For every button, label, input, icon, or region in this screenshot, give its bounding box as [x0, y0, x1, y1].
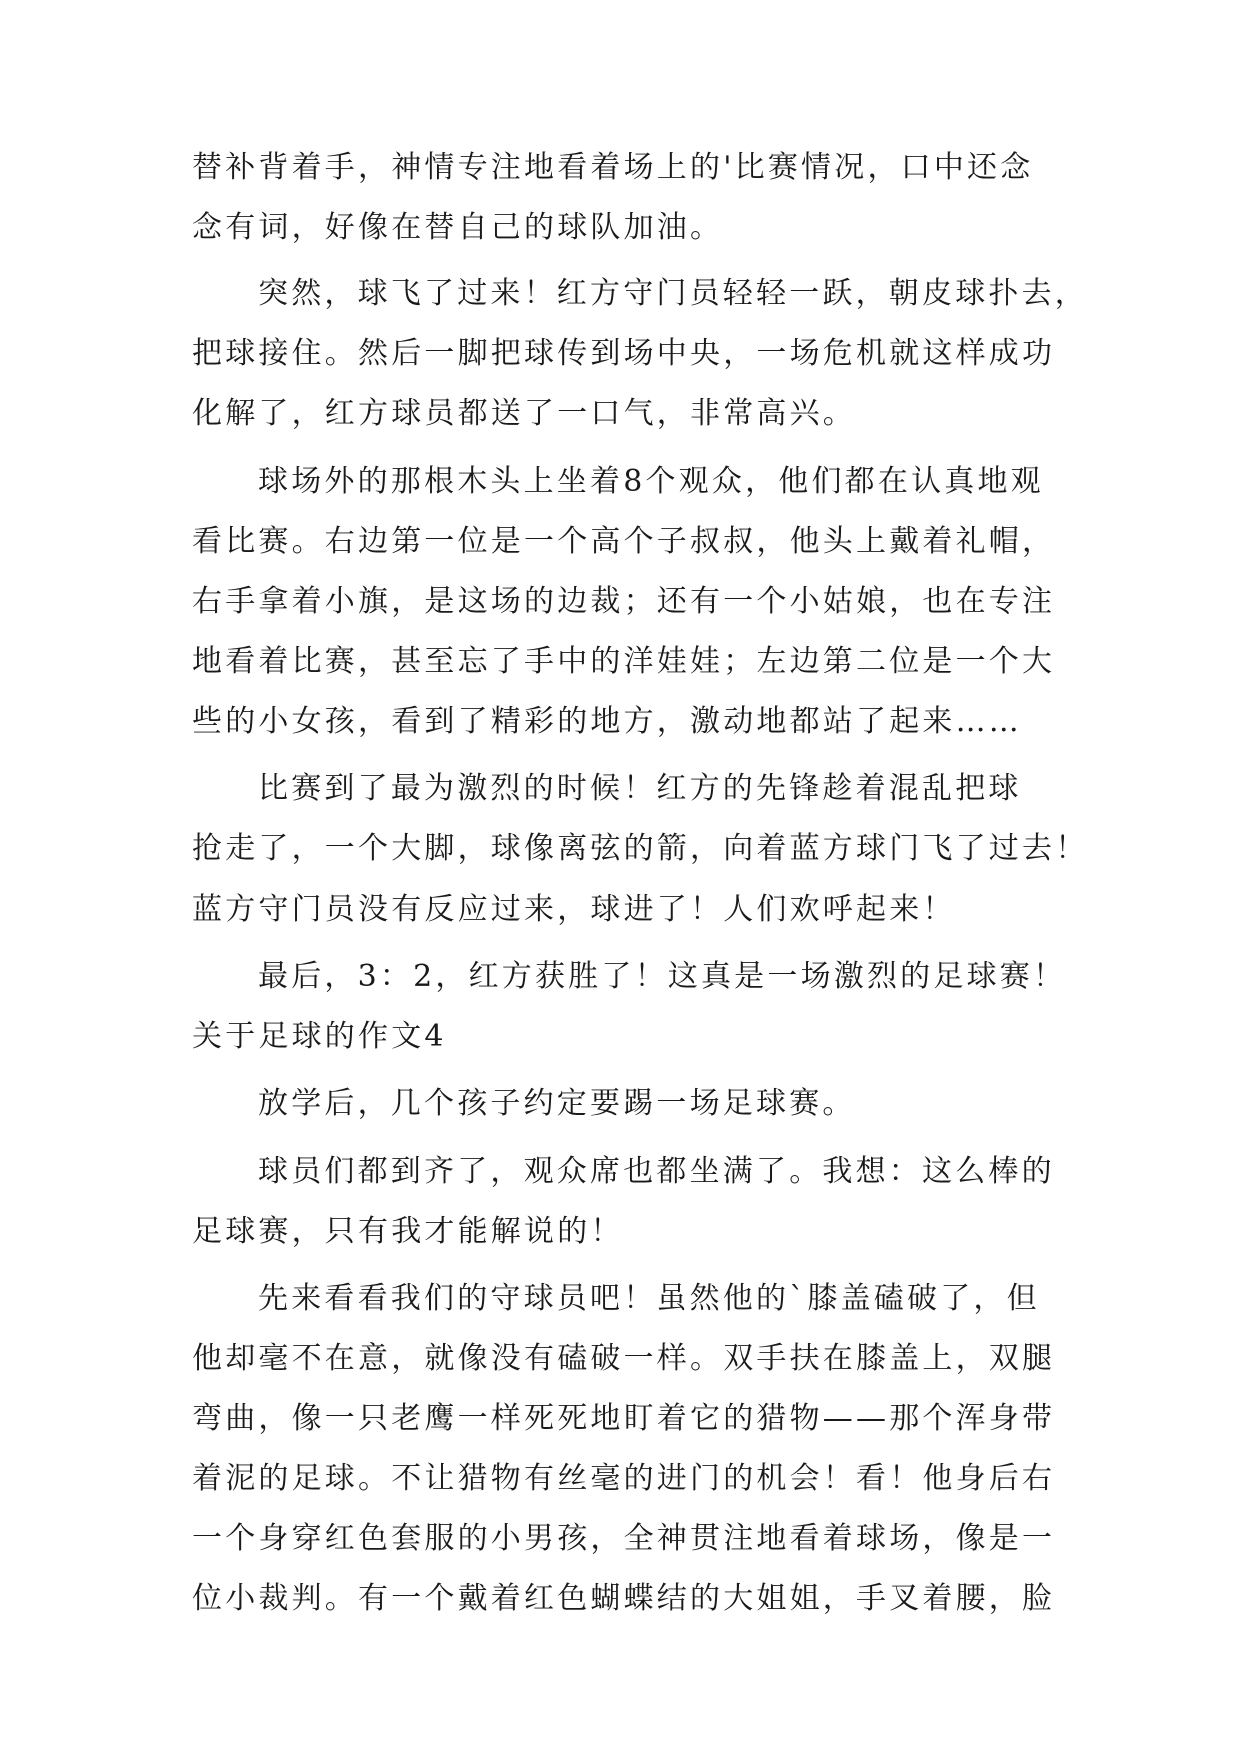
text-line: 念有词，好像在替自己的球队加油。 [192, 210, 724, 245]
text-line: 位小裁判。有一个戴着红色蝴蝶结的大姐姐，手叉着腰，脸 [192, 1581, 1056, 1616]
text-line: 蓝方守门员没有反应过来，球进了！人们欢呼起来！ [192, 892, 956, 927]
text-line: 比赛到了最为激烈的时候！红方的先锋趁着混乱把球 [258, 771, 1022, 806]
text-line: 把球接住。然后一脚把球传到场中央，一场危机就这样成功 [192, 336, 1056, 371]
text-line: 些的小女孩，看到了精彩的地方，激动地都站了起来…… [192, 704, 1022, 739]
text-line: 放学后，几个孩子约定要踢一场足球赛。 [258, 1086, 856, 1121]
text-line: 化解了，红方球员都送了一口气，非常高兴。 [192, 396, 856, 431]
text-line: 球员们都到齐了，观众席也都坐满了。我想：这么棒的 [258, 1154, 1055, 1189]
text-line: 突然，球飞了过来！红方守门员轻轻一跃，朝皮球扑去， [258, 276, 1088, 311]
text-line: 看比赛。右边第一位是一个高个子叔叔，他头上戴着礼帽， [192, 524, 1056, 559]
section-heading: 关于足球的作文4 [192, 1019, 447, 1054]
text-line: 弯曲，像一只老鹰一样死死地盯着它的猎物——那个浑身带 [192, 1401, 1056, 1436]
text-line: 球场外的那根木头上坐着8个观众，他们都在认真地观 [258, 464, 1044, 499]
text-line: 一个身穿红色套服的小男孩，全神贯注地看着球场，像是一 [192, 1521, 1056, 1556]
text-line: 先来看看我们的守球员吧！虽然他的`膝盖磕破了，但 [258, 1281, 1040, 1316]
text-line: 足球赛，只有我才能解说的！ [192, 1214, 624, 1249]
text-line: 右手拿着小旗，是这场的边裁；还有一个小姑娘，也在专注 [192, 584, 1056, 619]
text-line: 他却毫不在意，就像没有磕破一样。双手扶在膝盖上，双腿 [192, 1341, 1056, 1376]
text-line: 替补背着手，神情专注地看着场上的'比赛情况，口中还念 [192, 150, 1034, 185]
text-line: 地看着比赛，甚至忘了手中的洋娃娃；左边第二位是一个大 [192, 644, 1056, 679]
text-line: 最后，3：2，红方获胜了！这真是一场激烈的足球赛！ [258, 959, 1067, 994]
text-line: 抢走了，一个大脚，球像离弦的箭，向着蓝方球门飞了过去！ [192, 831, 1089, 866]
text-line: 着泥的足球。不让猎物有丝毫的进门的机会！看！他身后右 [192, 1461, 1056, 1496]
